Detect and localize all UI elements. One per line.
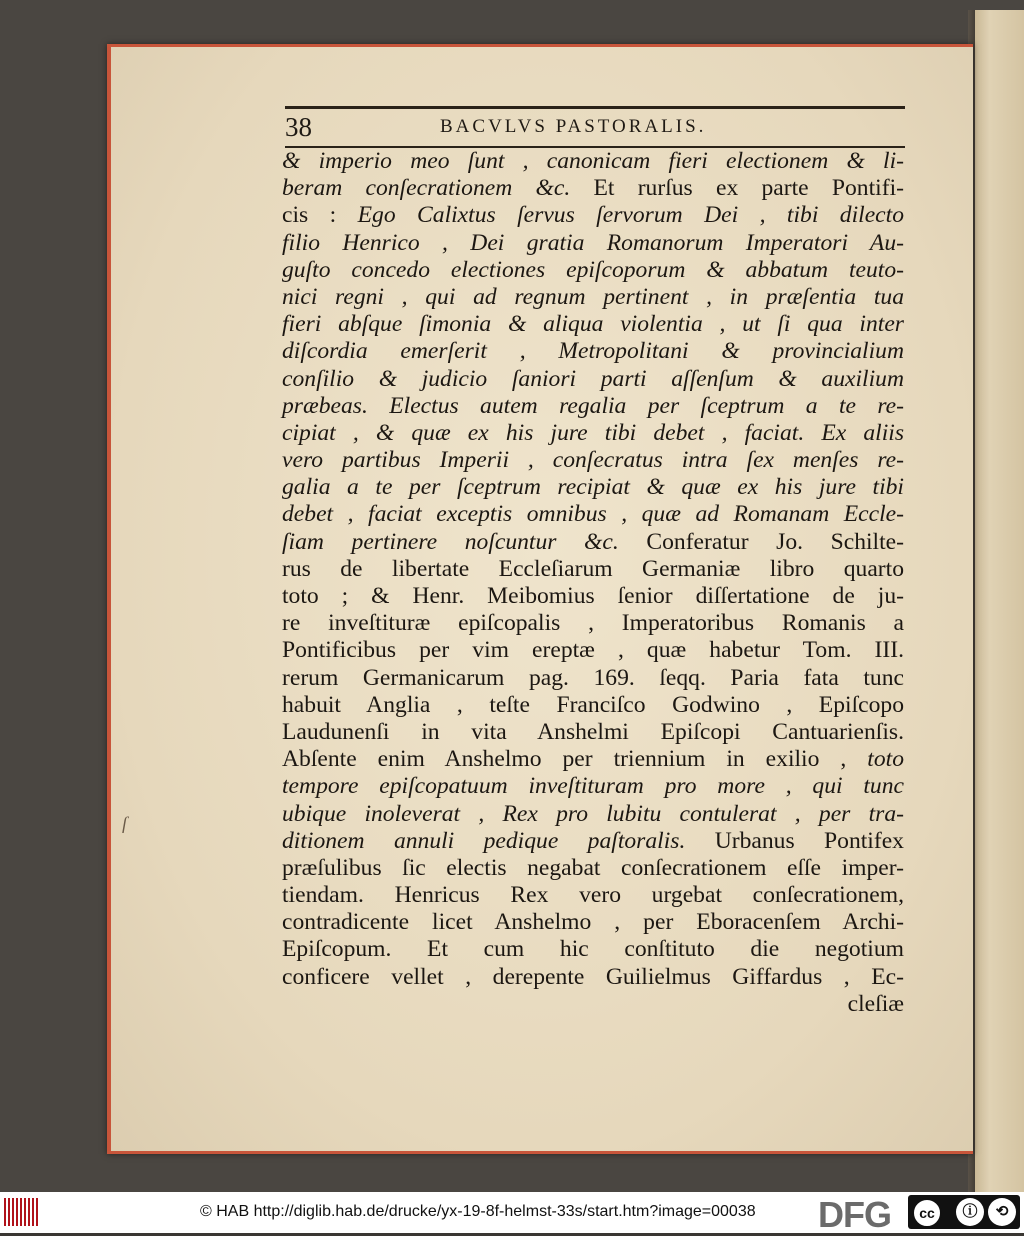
text-line (282, 284, 904, 311)
text-line (282, 501, 904, 528)
hab-barcode-icon (4, 1198, 40, 1226)
page-border-bottom (107, 1151, 973, 1154)
body-text (282, 148, 904, 1018)
roman-text: rerum Germanicarum pag. 169. ſeqq. Paria fata tunc (282, 664, 904, 691)
italic-text: fieri abſque ſimonia & aliqua violentia , ut ſi qua inter (282, 311, 904, 338)
viewer-footer (0, 1192, 1024, 1233)
italic-text: præbeas. Electus autem regalia per ſceptrum a te re- (282, 392, 904, 419)
text-line (282, 257, 904, 284)
roman-text: Pontificibus per vim ereptæ , quæ habetur Tom. III. (282, 637, 904, 664)
by-label: BY (963, 1219, 973, 1226)
italic-text: & imperio meo ſunt , canonicam fieri electionem & li- (282, 148, 904, 174)
italic-text: filio Henrico , Dei gratia Romanorum Imperatori Au- (282, 229, 904, 256)
roman-text: cis : (282, 202, 358, 229)
roman-text: Conferatur Jo. Schilte- (618, 528, 904, 555)
text-line (282, 801, 904, 828)
text-line (282, 529, 904, 556)
italic-text: Ego Calixtus ſervus ſervorum Dei , tibi dilecto (357, 202, 904, 229)
text-line (282, 610, 904, 637)
italic-text: ditionem annuli pedique paſtoralis. (282, 827, 686, 854)
dfg-logo[interactable]: DFG (818, 1194, 891, 1235)
roman-text: præſulibus ſic electis negabat conſecrationem eſſe imper- (282, 854, 904, 881)
text-line (282, 175, 904, 202)
text-line (282, 855, 904, 882)
footer-url[interactable]: © HAB http://diglib.hab.de/drucke/yx-19-8f-helmst-33s/start.htm?image=00038 (200, 1203, 756, 1220)
italic-text: ubique inoleverat , Rex pro lubitu contulerat , per tra- (282, 800, 904, 827)
text-line (282, 692, 904, 719)
margin-mark: ſ (122, 813, 128, 833)
roman-text: re inveſtituræ epiſcopalis , Imperatoribus Romanis a (282, 610, 904, 637)
barcode-bar (36, 1198, 38, 1226)
barcode-bar (8, 1198, 10, 1226)
facing-page-edge (975, 10, 1024, 1192)
roman-text: habuit Anglia , teſte Franciſco Godwino , Epiſcopo (282, 691, 904, 718)
text-line (282, 202, 904, 229)
text-line (282, 828, 904, 855)
barcode-bar (20, 1198, 22, 1226)
barcode-bar (28, 1198, 30, 1226)
roman-text: rus de libertate Eccleſiarum Germaniæ libro quarto (282, 555, 904, 582)
text-line (282, 964, 904, 991)
italic-text: nici regni , qui ad regnum pertinent , in præſentia tua (282, 283, 904, 310)
barcode-bar (32, 1198, 34, 1226)
header-rule-top (285, 106, 905, 109)
roman-text: conficere vellet , derepente Guilielmus Giffardus , Ec- (282, 963, 904, 990)
text-line (282, 311, 904, 338)
sa-icon: ⟲ (988, 1198, 1016, 1226)
text-line (282, 773, 904, 800)
barcode-bar (16, 1198, 18, 1226)
text-line (282, 338, 904, 365)
running-title: BACVLVS PASTORALIS. (440, 116, 707, 137)
roman-text: Urbanus Pontifex (685, 827, 904, 854)
text-line (282, 882, 904, 909)
italic-text: diſcordia emerſerit , Metropolitani & provincialium (282, 338, 904, 365)
barcode-bar (4, 1198, 6, 1226)
sa-label: SA (995, 1219, 1005, 1226)
text-line (282, 556, 904, 583)
text-line (282, 474, 904, 501)
cc-license-badge[interactable] (908, 1195, 1020, 1229)
barcode-bar (24, 1198, 26, 1226)
italic-text: tempore epiſcopatuum inveſtituram pro more , qui tunc (282, 773, 904, 800)
text-line (282, 230, 904, 257)
text-line (282, 909, 904, 936)
roman-text: tiendam. Henricus Rex vero urgebat conſecrationem, (282, 882, 904, 909)
italic-text: debet , faciat exceptis omnibus , quæ ad Romanam Eccle- (282, 501, 904, 528)
italic-text: conſilio & judicio ſaniori parti aſſenſum & auxilium (282, 365, 904, 392)
italic-text: guſto concedo electiones epiſcoporum & abbatum teuto- (282, 256, 904, 283)
text-line (282, 936, 904, 963)
barcode-bar (12, 1198, 14, 1226)
roman-text: toto ; & Henr. Meibomius ſenior diſſertatione de ju- (282, 583, 904, 609)
roman-text: Laudunenſi in vita Anshelmi Epiſcopi Cantuarienſis. (282, 718, 904, 745)
roman-text: contradicente licet Anshelmo , per Eboracenſem Archi- (282, 909, 904, 936)
italic-text: ſiam pertinere noſcuntur &c. (282, 528, 619, 555)
text-line (282, 393, 904, 420)
text-line (282, 583, 904, 610)
page-border-top (107, 44, 973, 47)
cc-icon: cc (912, 1198, 942, 1228)
text-line (282, 148, 904, 175)
by-icon: ⓘ (956, 1198, 984, 1226)
catchword: cleſiæ (847, 990, 904, 1017)
italic-text: cipiat , & quæ ex his jure tibi debet , faciat. Ex aliis (282, 419, 904, 446)
page-number: 38 (285, 112, 312, 142)
text-line (282, 746, 904, 773)
roman-text: Abſente enim Anshelmo per triennium in exilio , (282, 746, 868, 773)
italic-text: galia a te per ſceptrum recipiat & quæ ex his jure tibi (282, 474, 904, 501)
italic-text: toto (867, 746, 904, 773)
text-line (282, 366, 904, 393)
text-line (282, 719, 904, 746)
text-line (282, 420, 904, 447)
text-line (282, 665, 904, 692)
text-line (282, 447, 904, 474)
text-line (282, 637, 904, 664)
italic-text: vero partibus Imperii , conſecratus intra ſex menſes re- (282, 447, 904, 474)
page-header (285, 106, 905, 150)
italic-text: beram conſecrationem &c. (282, 175, 571, 202)
roman-text: Epiſcopum. Et cum hic conſtituto die negotium (282, 936, 904, 963)
roman-text: Et rurſus ex parte Pontifi- (570, 175, 904, 202)
